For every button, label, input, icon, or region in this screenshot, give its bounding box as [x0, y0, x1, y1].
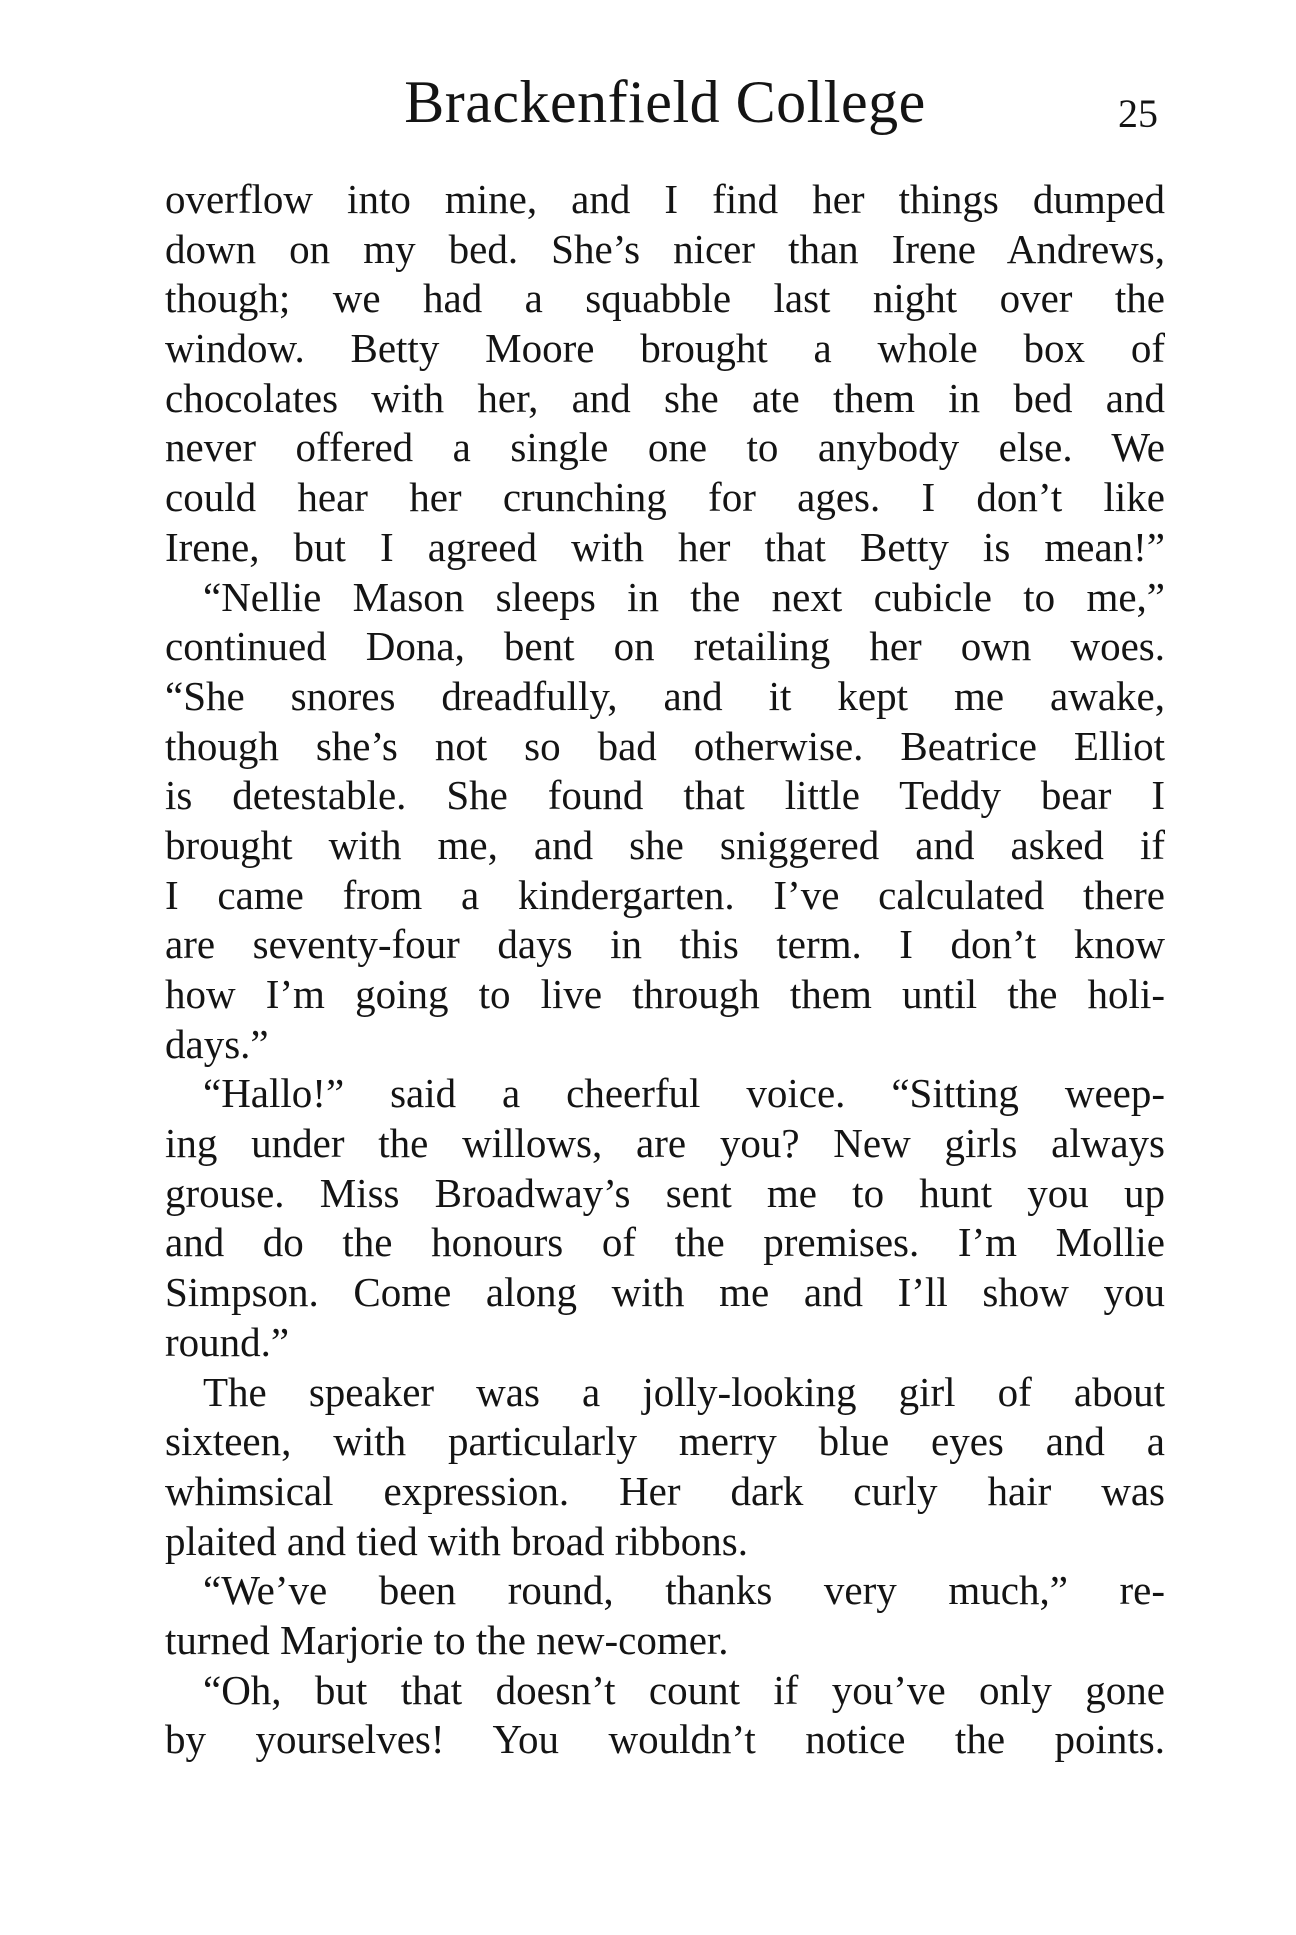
text-line: are seventy-four days in this term. I don’t know: [165, 921, 1165, 968]
page-number: 25: [1118, 91, 1158, 136]
text-line: The speaker was a jolly-looking girl of about: [203, 1368, 1165, 1415]
text-line: never offered a single one to anybody else. We: [165, 424, 1165, 471]
text-line: turned Marjorie to the new-comer.: [165, 1616, 729, 1663]
text-line: down on my bed. She’s nicer than Irene Andrews,: [165, 225, 1165, 272]
text-line: though she’s not so bad otherwise. Beatrice Elliot: [165, 722, 1165, 769]
text-line: “We’ve been round, thanks very much,” re-: [203, 1567, 1165, 1614]
text-line: grouse. Miss Broadway’s sent me to hunt you up: [165, 1169, 1165, 1216]
text-line: “She snores dreadfully, and it kept me awake,: [165, 672, 1165, 719]
text-line: window. Betty Moore brought a whole box of: [165, 325, 1165, 372]
text-line: ing under the willows, are you? New girls always: [165, 1120, 1165, 1167]
running-title: Brackenfield College: [404, 69, 926, 135]
text-line: days.”: [165, 1020, 269, 1067]
text-line: plaited and tied with broad ribbons.: [165, 1517, 748, 1564]
text-line: “Hallo!” said a cheerful voice. “Sitting weep-: [203, 1070, 1165, 1117]
text-line: continued Dona, bent on retailing her own woes.: [165, 623, 1165, 670]
text-line: I came from a kindergarten. I’ve calculated there: [165, 871, 1165, 918]
text-line: chocolates with her, and she ate them in bed and: [165, 374, 1165, 421]
text-line: overflow into mine, and I find her things dumped: [165, 176, 1165, 222]
text-line: by yourselves! You wouldn’t notice the points.: [165, 1716, 1165, 1763]
text-line: how I’m going to live through them until the holi-: [165, 971, 1165, 1017]
text-line: could hear her crunching for ages. I don’t like: [165, 474, 1165, 521]
text-line: is detestable. She found that little Teddy bear I: [165, 772, 1165, 819]
text-line: “Nellie Mason sleeps in the next cubicle to me,”: [203, 573, 1165, 620]
text-line: though; we had a squabble last night over the: [165, 275, 1165, 322]
text-line: Irene, but I agreed with her that Betty is mean!”: [165, 523, 1165, 570]
text-line: “Oh, but that doesn’t count if you’ve only gone: [203, 1666, 1165, 1713]
running-head: [160, 62, 1170, 142]
text-line: Simpson. Come along with me and I’ll show you: [165, 1269, 1165, 1316]
text-line: round.”: [165, 1318, 290, 1365]
text-line: brought with me, and she sniggered and asked if: [165, 821, 1165, 868]
text-line: sixteen, with particularly merry blue eyes and a: [165, 1418, 1165, 1465]
body-text: [165, 175, 1165, 1765]
text-line: and do the honours of the premises. I’m Mollie: [165, 1219, 1165, 1266]
text-line: whimsical expression. Her dark curly hair was: [165, 1467, 1165, 1514]
